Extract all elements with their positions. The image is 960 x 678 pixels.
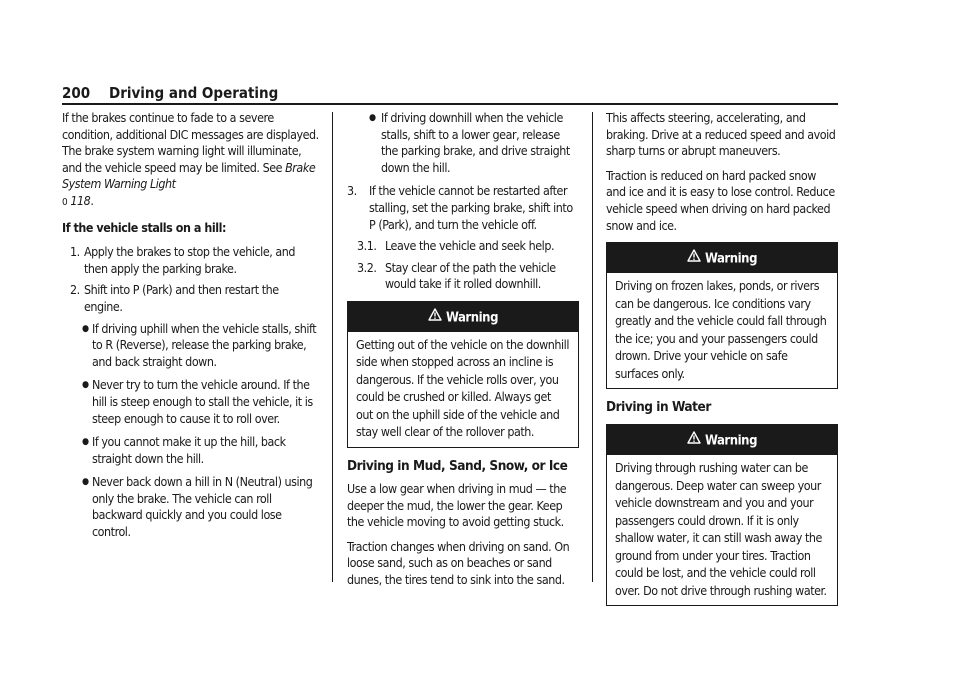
intro-paragraph: If the brakes continue to fade to a severe condition, additional DIC messages are displayed. The brake system warning light will illuminate, and the vehicle speed may be limited. See Brake System Warning Light 0 118. <box>62 110 319 208</box>
brake-warning-link[interactable]: Brake System Warning Light <box>62 159 316 192</box>
warning-text: Driving on frozen lakes, ponds, or rivers can be dangerous. Ice conditions vary greatly and the vehicle could fall through the ice; you and your passengers could drown. Drive your vehicle on safe surfaces only. <box>615 278 827 381</box>
mud-paragraph-1: Use a low gear when driving in mud — the deeper the mud, the lower the gear. Keep the vehicle moving to avoid getting stuck. <box>347 480 567 530</box>
column-1 <box>62 110 320 548</box>
snow-paragraph: Traction is reduced on hard packed snow and ice and it is easy to lose control. Reduce vehicle speed when driving on hard packed snow and ice. <box>606 167 835 233</box>
warning-text: Driving through rushing water can be dangerous. Deep water can sweep your vehicle downstream and you and your passengers could drown. If it is only shallow water, it can still wash away the ground from under your tires. Traction could be lost, and the vehicle could roll over. Do not drive through rushing water. <box>615 460 827 598</box>
warning-header: Warning <box>607 243 837 273</box>
list-item: ● Never try to turn the vehicle around. If the hill is steep enough to stall the vehicle, it is steep enough to cause it to roll over. <box>82 377 313 426</box>
warning-triangle-icon <box>428 302 442 334</box>
column-divider-2 <box>592 112 593 582</box>
warning-box <box>347 301 579 448</box>
page-ref[interactable]: 118 <box>70 192 91 208</box>
water-heading: Driving in Water <box>606 399 711 416</box>
warning-text: Getting out of the vehicle on the downhill side when stopped across an incline is dangerous. If the vehicle rolls over, you could be crushed or killed. Always get out on the uphill side of the vehicle and stay well clear of the rollover path. <box>356 336 569 440</box>
substep-3-1: 3.1. Leave the vehicle and seek help. <box>357 238 555 254</box>
list-item: ● If driving downhill when the vehicle stalls, shift to a lower gear, release the parking brake, and drive straight down the hill. <box>369 110 570 175</box>
bullet-icon: ● <box>82 477 89 488</box>
mud-heading: Driving in Mud, Sand, Snow, or Ice <box>347 457 568 474</box>
list-item: ● If you cannot make it up the hill, back straight down the hill. <box>82 434 286 466</box>
page-number: 200 <box>62 84 91 102</box>
step-2: 2. Shift into P (Park) and then restart the engine. <box>70 282 279 314</box>
warning-box <box>606 424 838 606</box>
bullet-icon: ● <box>369 113 376 123</box>
page-header <box>62 84 838 102</box>
bullet-icon: ● <box>82 323 89 334</box>
page-ref-arrow-icon: 0 <box>62 196 68 208</box>
column-3 <box>606 110 838 616</box>
column-2 <box>347 110 579 597</box>
substep-3-2: 3.2. Stay clear of the path the vehicle would take if it rolled downhill. <box>357 259 556 292</box>
stall-heading: If the vehicle stalls on a hill: <box>62 219 226 235</box>
warning-triangle-icon <box>687 425 701 457</box>
column-divider-1 <box>332 112 333 582</box>
bullet-icon: ● <box>82 380 89 391</box>
steering-paragraph: This affects steering, accelerating, and braking. Drive at a reduced speed and avoid sharp turns or abrupt maneuvers. <box>606 110 836 159</box>
warning-header: Warning <box>607 425 837 455</box>
list-item: ● If driving uphill when the vehicle stalls, shift to R (Reverse), release the parking brake, and back straight down. <box>82 320 317 369</box>
step-1: 1. Apply the brakes to stop the vehicle, and then apply the parking brake. <box>70 244 296 276</box>
mud-paragraph-2: Traction changes when driving on sand. On loose sand, such as on beaches or sand dunes, the tires tend to sink into the sand. <box>347 538 570 587</box>
step-3: 3. If the vehicle cannot be restarted after stalling, set the parking brake, shift into P (Park), and turn the vehicle off. <box>347 183 573 232</box>
list-item: ● Never back down a hill in N (Neutral) using only the brake. The vehicle can roll backward quickly and you could lose control. <box>82 474 313 540</box>
warning-header: Warning <box>348 302 578 332</box>
header-rule <box>62 103 838 105</box>
section-title: Driving and Operating <box>109 84 279 102</box>
warning-triangle-icon <box>687 243 701 275</box>
warning-box <box>606 242 838 389</box>
bullet-icon: ● <box>82 437 89 448</box>
